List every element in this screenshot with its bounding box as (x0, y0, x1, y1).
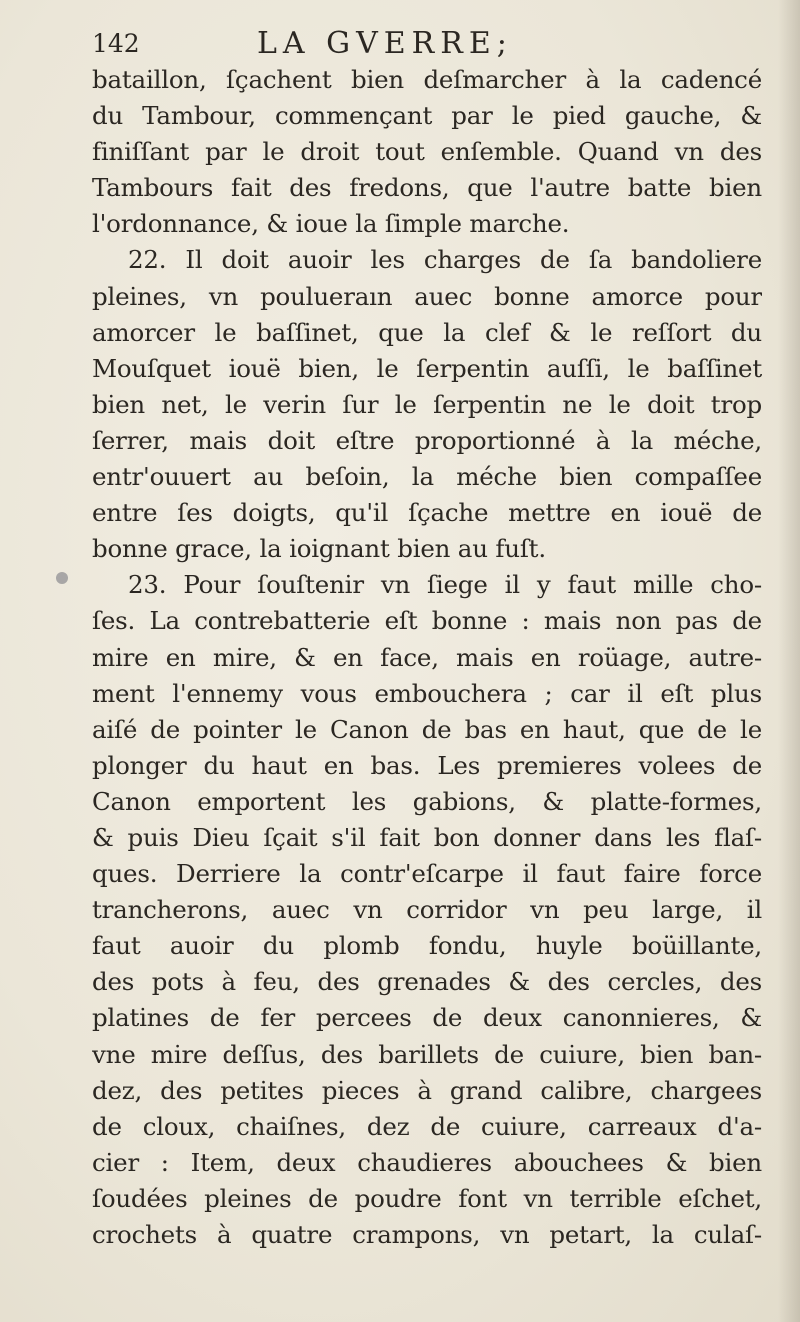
text-line: Tambours fait des fredons, que l'autre batte bien (92, 173, 762, 203)
text-line: cier : Item, deux chaudieres abouchees & bien (92, 1147, 762, 1177)
running-head (92, 22, 760, 66)
text-line: entre ſes doigts, qu'il ſçache mettre en iouë de (92, 498, 762, 528)
text-line: plonger du haut en bas. Les premieres volees de (92, 750, 762, 780)
text-line: mire en mire, & en face, mais en roüage, autre- (92, 642, 762, 672)
text-line: platines de fer percees de deux canonnieres, & (92, 1003, 762, 1033)
margin-ornament (56, 572, 68, 584)
text-line: dez, des petites pieces à grand calibre, chargees (92, 1075, 762, 1105)
text-line: & puis Dieu ſçait s'il fait bon donner dans les flaſ- (92, 822, 762, 852)
page-number: 142 (92, 29, 140, 58)
text-line: du Tambour, commençant par le pied gauche, & (92, 101, 762, 131)
text-line: pleines, vn poulueraın auec bonne amorce pour (92, 281, 762, 311)
text-line: Canon emportent les gabions, & platte-formes, (92, 786, 762, 816)
text-line: aiſé de pointer le Canon de bas en haut, que de le (92, 714, 762, 744)
text-line: Mouſquet iouë bien, le ſerpentin auſſi, le baſſinet (92, 353, 762, 383)
text-line: de cloux, chaiſnes, dez de cuiure, carreaux d'a- (92, 1111, 762, 1141)
text-line: bonne grace, la ioignant bien au fuſt. (92, 534, 546, 564)
text-line: entr'ouuert au beſoin, la méche bien compaſſee (92, 462, 762, 492)
running-title: LA GVERRE; (257, 26, 513, 61)
text-line: faut auoir du plomb fondu, huyle boüillante, (92, 931, 762, 961)
body-text (92, 62, 762, 1253)
text-line: ment l'ennemy vous embouchera ; car il eſt plus (92, 678, 762, 708)
text-line: trancherons, auec vn corridor vn peu large, il (92, 895, 762, 925)
page-edge-shadow (778, 0, 800, 1322)
text-line: vne mire deſſus, des barillets de cuiure, bien ban- (92, 1039, 762, 1069)
text-line: amorcer le baſſinet, que la clef & le reſſort du (92, 317, 762, 347)
text-line: bataillon, ſçachent bien deſmarcher à la cadencé (92, 65, 762, 94)
text-line: ſerrer, mais doit eſtre proportionné à la méche, (92, 425, 762, 455)
text-line: ſes. La contrebatterie eſt bonne : mais non pas de (92, 606, 762, 636)
text-line: 22. Il doit auoir les charges de ſa bandoliere (128, 245, 762, 275)
text-line: crochets à quatre crampons, vn petart, la culaſ- (92, 1220, 762, 1249)
text-line: 23. Pour ſouſtenir vn ſiege il y faut mille cho- (128, 570, 762, 600)
text-line: ques. Derriere la contr'eſcarpe il faut faire force (92, 859, 762, 889)
text-line: ſoudées pleines de poudre font vn terrible eſchet, (92, 1183, 762, 1213)
text-line: des pots à feu, des grenades & des cercles, des (92, 967, 762, 997)
text-line: bien net, le verin ſur le ſerpentin ne le doit trop (92, 389, 762, 419)
text-line: finiſſant par le droit tout enſemble. Quand vn des (92, 137, 762, 167)
text-line: l'ordonnance, & ioue la ſimple marche. (92, 209, 570, 239)
